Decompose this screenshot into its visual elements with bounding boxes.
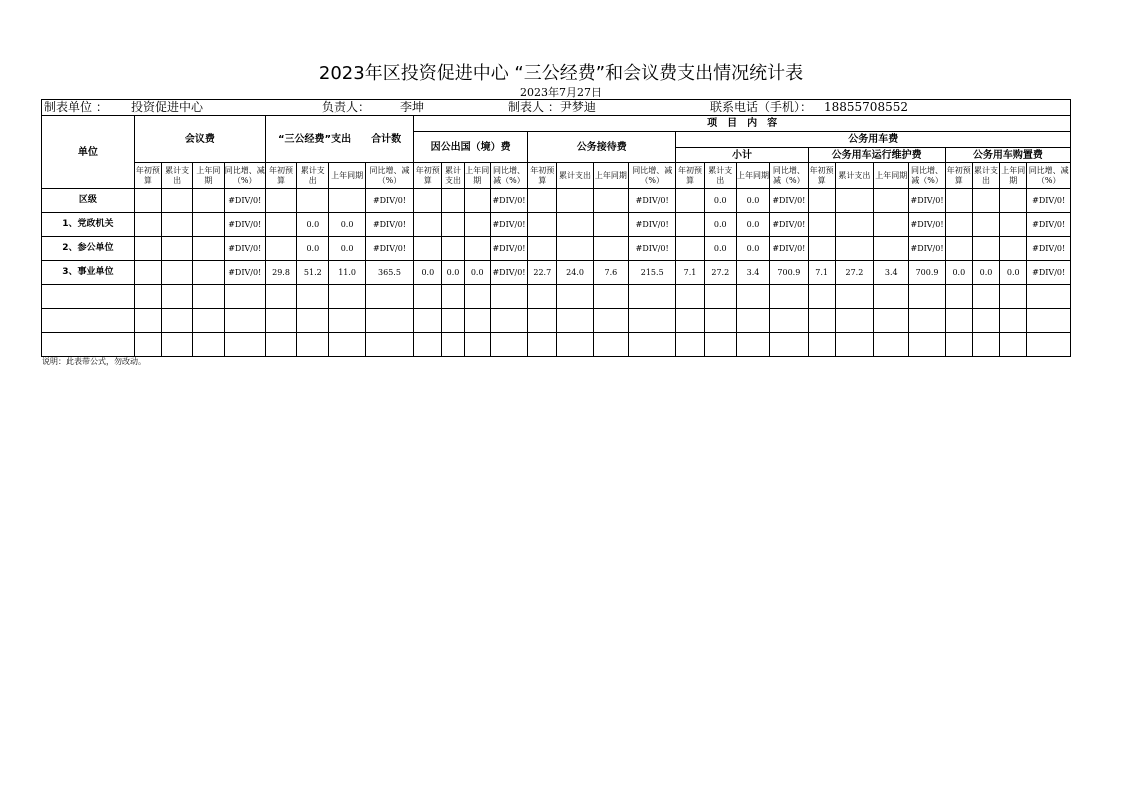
data-cell xyxy=(297,333,329,357)
data-cell xyxy=(629,285,676,309)
data-cell xyxy=(442,309,464,333)
data-cell xyxy=(704,333,736,357)
data-cell xyxy=(835,285,873,309)
leader-value: 李坤 xyxy=(400,100,425,114)
subheader-budget: 年初预算 xyxy=(134,163,161,189)
data-cell: #DIV/0! xyxy=(224,189,265,213)
data-cell xyxy=(557,189,593,213)
data-cell: #DIV/0! xyxy=(490,213,527,237)
data-cell xyxy=(134,285,161,309)
row-label: 3、事业单位 xyxy=(42,261,135,285)
data-cell: #DIV/0! xyxy=(490,261,527,285)
subheader-spent: 累计支出 xyxy=(162,163,193,189)
data-cell: 0.0 xyxy=(945,261,972,285)
data-cell xyxy=(676,189,704,213)
data-cell xyxy=(414,237,442,261)
data-cell xyxy=(442,237,464,261)
data-cell xyxy=(629,309,676,333)
data-cell: 0.0 xyxy=(736,213,769,237)
data-cell: 0.0 xyxy=(414,261,442,285)
data-cell xyxy=(414,309,442,333)
data-cell: 0.0 xyxy=(1000,261,1027,285)
data-cell xyxy=(528,333,557,357)
data-cell xyxy=(528,237,557,261)
data-cell: #DIV/0! xyxy=(629,189,676,213)
data-cell xyxy=(972,309,999,333)
data-cell: 3.4 xyxy=(736,261,769,285)
data-cell: #DIV/0! xyxy=(629,213,676,237)
data-cell xyxy=(464,309,490,333)
data-cell: #DIV/0! xyxy=(224,237,265,261)
data-cell: 700.9 xyxy=(770,261,808,285)
data-cell xyxy=(704,285,736,309)
unit-label: 制表单位 ： xyxy=(44,100,108,114)
subheader-yoy: 同比增、减（%） xyxy=(770,163,808,189)
data-cell xyxy=(808,189,835,213)
table-row xyxy=(42,333,1071,357)
header-unit: 单位 xyxy=(42,116,135,189)
data-cell xyxy=(909,285,945,309)
statistics-table xyxy=(41,115,1071,357)
data-cell xyxy=(972,213,999,237)
data-cell: #DIV/0! xyxy=(1027,213,1071,237)
leader-label: 负责人： xyxy=(322,100,371,114)
data-cell xyxy=(770,333,808,357)
data-cell xyxy=(593,285,628,309)
data-cell xyxy=(945,237,972,261)
header-project-content: 项 目 内 容 xyxy=(414,116,1071,132)
data-cell xyxy=(162,261,193,285)
data-cell xyxy=(414,189,442,213)
data-cell xyxy=(808,309,835,333)
row-label xyxy=(42,333,135,357)
table-row xyxy=(42,309,1071,333)
header-reception: 公务接待费 xyxy=(528,132,676,163)
data-cell: 0.0 xyxy=(297,237,329,261)
data-cell xyxy=(329,333,365,357)
data-cell xyxy=(162,285,193,309)
subheader-spent: 累计支出 xyxy=(835,163,873,189)
data-cell xyxy=(1027,285,1071,309)
data-cell: 365.5 xyxy=(365,261,413,285)
subheader-lastyear: 上年同期 xyxy=(593,163,628,189)
data-cell xyxy=(528,189,557,213)
data-cell xyxy=(593,213,628,237)
data-cell xyxy=(972,189,999,213)
data-cell xyxy=(945,333,972,357)
report-date: 2023年7月27日 xyxy=(520,86,602,99)
data-cell xyxy=(464,333,490,357)
data-cell xyxy=(676,309,704,333)
data-cell xyxy=(835,237,873,261)
data-cell xyxy=(972,333,999,357)
data-cell: 29.8 xyxy=(265,261,296,285)
data-cell xyxy=(528,213,557,237)
data-cell xyxy=(1000,285,1027,309)
data-cell: 0.0 xyxy=(464,261,490,285)
data-cell xyxy=(593,333,628,357)
data-cell xyxy=(265,333,296,357)
data-cell xyxy=(909,333,945,357)
data-cell: #DIV/0! xyxy=(770,189,808,213)
subheader-budget: 年初预算 xyxy=(945,163,972,189)
data-cell xyxy=(1000,213,1027,237)
data-cell xyxy=(193,309,224,333)
data-cell: #DIV/0! xyxy=(365,237,413,261)
header-car-maintain: 公务用车运行维护费 xyxy=(808,148,945,163)
data-cell: 0.0 xyxy=(329,237,365,261)
data-cell xyxy=(224,309,265,333)
subheader-yoy: 同比增、减（%） xyxy=(909,163,945,189)
data-cell xyxy=(945,285,972,309)
subheader-budget: 年初预算 xyxy=(265,163,296,189)
subheader-lastyear: 上年同期 xyxy=(736,163,769,189)
data-cell xyxy=(193,285,224,309)
data-cell xyxy=(835,333,873,357)
data-cell xyxy=(442,285,464,309)
data-cell xyxy=(464,189,490,213)
row-label xyxy=(42,309,135,333)
data-cell: #DIV/0! xyxy=(1027,189,1071,213)
data-cell xyxy=(835,189,873,213)
subheader-yoy: 同比增、减（%） xyxy=(365,163,413,189)
data-cell xyxy=(365,309,413,333)
row-label: 区级 xyxy=(42,189,135,213)
page-title: 2023年区投资促进中心 “三公经费”和会议费支出情况统计表 xyxy=(318,63,804,84)
data-cell xyxy=(676,333,704,357)
data-cell: 24.0 xyxy=(557,261,593,285)
data-cell: #DIV/0! xyxy=(490,189,527,213)
data-cell xyxy=(676,237,704,261)
data-cell xyxy=(808,237,835,261)
data-cell xyxy=(770,309,808,333)
data-cell xyxy=(224,285,265,309)
table-row xyxy=(42,213,1071,237)
data-cell: #DIV/0! xyxy=(490,237,527,261)
data-cell: 0.0 xyxy=(704,189,736,213)
data-cell xyxy=(676,285,704,309)
subheader-budget: 年初预算 xyxy=(676,163,704,189)
subheader-spent: 累计支出 xyxy=(442,163,464,189)
data-cell xyxy=(365,333,413,357)
data-cell: 0.0 xyxy=(736,189,769,213)
data-cell xyxy=(972,285,999,309)
data-cell: 0.0 xyxy=(442,261,464,285)
data-cell xyxy=(134,189,161,213)
data-cell xyxy=(193,189,224,213)
header-car-subtotal: 小计 xyxy=(676,148,808,163)
row-label: 1、党政机关 xyxy=(42,213,135,237)
data-cell xyxy=(808,285,835,309)
data-cell xyxy=(442,333,464,357)
data-cell xyxy=(297,189,329,213)
table-row xyxy=(42,237,1071,261)
data-cell xyxy=(770,285,808,309)
data-cell: 7.6 xyxy=(593,261,628,285)
data-cell xyxy=(1000,189,1027,213)
data-cell: 3.4 xyxy=(874,261,909,285)
data-cell xyxy=(1027,309,1071,333)
subheader-lastyear: 上年同期 xyxy=(874,163,909,189)
data-cell xyxy=(557,285,593,309)
data-cell: 22.7 xyxy=(528,261,557,285)
maker-label: 制表人 ：尹梦迪 xyxy=(508,100,596,114)
data-cell: 7.1 xyxy=(808,261,835,285)
data-cell xyxy=(835,309,873,333)
data-cell xyxy=(874,333,909,357)
data-cell: #DIV/0! xyxy=(224,213,265,237)
data-cell xyxy=(414,213,442,237)
unit-value: 投资促进中心 xyxy=(131,100,204,114)
data-cell xyxy=(464,213,490,237)
data-cell xyxy=(224,333,265,357)
data-cell xyxy=(909,309,945,333)
data-cell xyxy=(414,285,442,309)
data-cell xyxy=(593,189,628,213)
data-cell xyxy=(629,333,676,357)
data-cell xyxy=(162,189,193,213)
data-cell xyxy=(528,285,557,309)
data-cell xyxy=(945,189,972,213)
data-cell xyxy=(736,309,769,333)
data-cell: #DIV/0! xyxy=(365,213,413,237)
data-cell xyxy=(676,213,704,237)
data-cell xyxy=(874,213,909,237)
table-row xyxy=(42,261,1071,285)
data-cell: #DIV/0! xyxy=(909,237,945,261)
data-cell xyxy=(265,213,296,237)
data-cell xyxy=(490,333,527,357)
data-cell xyxy=(297,309,329,333)
subheader-spent: 累计支出 xyxy=(557,163,593,189)
data-cell xyxy=(464,237,490,261)
data-cell xyxy=(365,285,413,309)
data-cell xyxy=(874,309,909,333)
row-label xyxy=(42,285,135,309)
header-car-purchase: 公务用车购置费 xyxy=(945,148,1070,163)
data-cell: #DIV/0! xyxy=(770,237,808,261)
data-cell xyxy=(736,333,769,357)
subheader-lastyear: 上年同期 xyxy=(193,163,224,189)
data-cell xyxy=(557,309,593,333)
data-cell xyxy=(874,285,909,309)
data-cell: 7.1 xyxy=(676,261,704,285)
data-cell xyxy=(134,261,161,285)
data-cell: #DIV/0! xyxy=(629,237,676,261)
subheader-spent: 累计支出 xyxy=(972,163,999,189)
phone-value: 18855708552 xyxy=(824,100,908,114)
subheader-budget: 年初预算 xyxy=(808,163,835,189)
data-cell xyxy=(736,285,769,309)
table-row xyxy=(42,285,1071,309)
data-cell xyxy=(557,213,593,237)
data-cell xyxy=(593,237,628,261)
data-cell xyxy=(945,309,972,333)
data-cell: 0.0 xyxy=(704,213,736,237)
footnote: 说明：此表带公式，勿改动。 xyxy=(42,357,146,366)
data-cell xyxy=(490,285,527,309)
data-cell xyxy=(490,309,527,333)
data-cell: #DIV/0! xyxy=(224,261,265,285)
data-cell xyxy=(265,237,296,261)
data-cell xyxy=(1027,333,1071,357)
data-cell xyxy=(162,333,193,357)
subheader-lastyear: 上年同期 xyxy=(464,163,490,189)
subheader-lastyear: 上年同期 xyxy=(1000,163,1027,189)
data-cell xyxy=(1000,309,1027,333)
subheader-spent: 累计支出 xyxy=(297,163,329,189)
data-cell xyxy=(835,213,873,237)
data-cell xyxy=(593,309,628,333)
data-cell xyxy=(874,237,909,261)
data-cell: 0.0 xyxy=(736,237,769,261)
header-meeting: 会议费 xyxy=(134,116,265,163)
data-cell xyxy=(442,213,464,237)
data-cell xyxy=(442,189,464,213)
data-cell xyxy=(414,333,442,357)
data-cell: #DIV/0! xyxy=(770,213,808,237)
data-cell xyxy=(704,309,736,333)
subheader-yoy: 同比增、减（%） xyxy=(1027,163,1071,189)
data-cell xyxy=(945,213,972,237)
data-cell xyxy=(134,333,161,357)
phone-label: 联系电话（手机）： xyxy=(710,100,813,114)
data-cell xyxy=(297,285,329,309)
data-cell xyxy=(265,189,296,213)
table-row xyxy=(42,189,1071,213)
row-label: 2、参公单位 xyxy=(42,237,135,261)
subheader-yoy: 同比增、减（%） xyxy=(629,163,676,189)
data-cell xyxy=(162,237,193,261)
data-cell: 0.0 xyxy=(297,213,329,237)
data-cell xyxy=(808,213,835,237)
data-cell xyxy=(134,213,161,237)
data-cell xyxy=(134,309,161,333)
data-cell xyxy=(329,189,365,213)
meta-bar xyxy=(41,99,1071,115)
subheader-yoy: 同比增、减（%） xyxy=(490,163,527,189)
data-cell xyxy=(134,237,161,261)
header-car: 公务用车费 xyxy=(676,132,1071,148)
data-cell: #DIV/0! xyxy=(1027,261,1071,285)
data-cell xyxy=(557,237,593,261)
data-cell: 0.0 xyxy=(972,261,999,285)
data-cell xyxy=(329,285,365,309)
data-cell: 11.0 xyxy=(329,261,365,285)
data-cell: 0.0 xyxy=(704,237,736,261)
data-cell xyxy=(1000,237,1027,261)
data-cell xyxy=(528,309,557,333)
data-cell: 0.0 xyxy=(329,213,365,237)
data-cell xyxy=(329,309,365,333)
data-cell xyxy=(193,213,224,237)
data-cell: 700.9 xyxy=(909,261,945,285)
data-cell xyxy=(265,309,296,333)
data-cell xyxy=(193,237,224,261)
data-cell xyxy=(1000,333,1027,357)
subheader-budget: 年初预算 xyxy=(528,163,557,189)
data-cell xyxy=(874,189,909,213)
header-sangong-total: “三公经费”支出 合计数 xyxy=(265,116,413,163)
data-cell xyxy=(193,261,224,285)
data-cell: #DIV/0! xyxy=(909,189,945,213)
data-cell: 27.2 xyxy=(704,261,736,285)
data-cell: #DIV/0! xyxy=(365,189,413,213)
data-cell: 215.5 xyxy=(629,261,676,285)
subheader-budget: 年初预算 xyxy=(414,163,442,189)
data-cell xyxy=(162,213,193,237)
subheader-lastyear: 上年同期 xyxy=(329,163,365,189)
data-cell xyxy=(972,237,999,261)
data-cell xyxy=(557,333,593,357)
header-abroad: 因公出国（境）费 xyxy=(414,132,528,163)
data-cell xyxy=(162,309,193,333)
data-cell xyxy=(808,333,835,357)
subheader-spent: 累计支出 xyxy=(704,163,736,189)
subheader-yoy: 同比增、减（%） xyxy=(224,163,265,189)
data-cell: #DIV/0! xyxy=(1027,237,1071,261)
data-cell xyxy=(265,285,296,309)
data-cell xyxy=(464,285,490,309)
data-cell: 51.2 xyxy=(297,261,329,285)
data-cell: #DIV/0! xyxy=(909,213,945,237)
data-cell xyxy=(193,333,224,357)
data-cell: 27.2 xyxy=(835,261,873,285)
